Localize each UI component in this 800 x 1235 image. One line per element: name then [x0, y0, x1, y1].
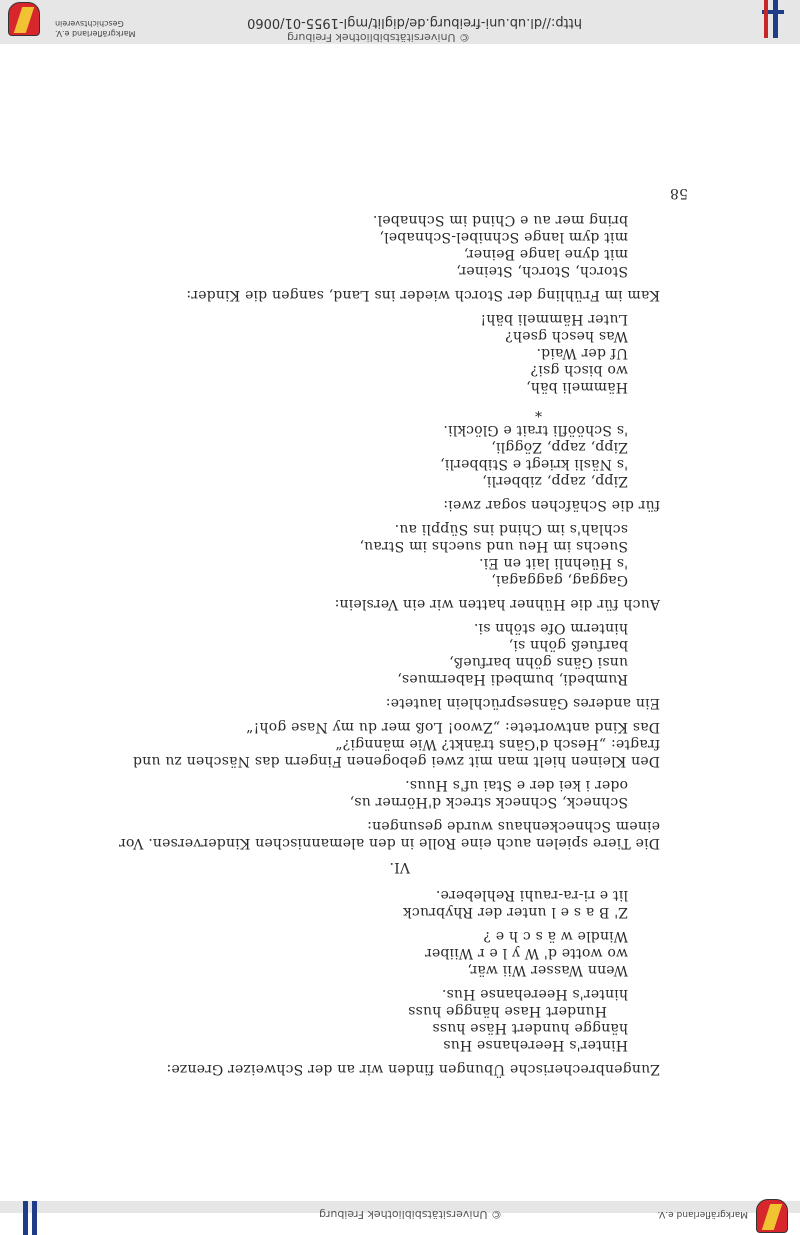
text-line: Uf der Waid.: [536, 345, 628, 361]
society-crest-icon: [8, 2, 40, 36]
text-line: Kam im Frühling der Storch wieder ins Land, sangen die Kinder:: [186, 287, 660, 303]
text-line: Die Tiere spielen auch eine Rolle in den alemannischen Kinderversen. Vor: [118, 835, 660, 851]
text-line: oder i kei der e Stai uf's Huus.: [404, 777, 628, 793]
text-line: hängge hundert Häse huss: [432, 1020, 628, 1036]
ub-freiburg-logo-icon: [758, 4, 784, 38]
header-band: [0, 0, 800, 44]
text-line: Luter Hämmeli bäh!: [480, 311, 628, 327]
text-line: mit dym lange Schnibel-Schnabel,: [379, 229, 628, 245]
text-line: Rumbedi, bumbedi Habermues,: [397, 671, 628, 687]
source-url-link[interactable]: http://dl.ub.uni-freiburg.de/diglit/mgl-1955-01/0060: [247, 15, 582, 30]
text-line: wo bisch gsi?: [530, 362, 628, 378]
footer-society-partial: Markgräflerland e.V.: [657, 1209, 748, 1219]
text-line: *: [534, 403, 542, 419]
text-line: 58: [669, 185, 688, 201]
text-line: Den Kleinen hielt man mit zwei gebogenen Fingern das Näschen zu und: [132, 753, 660, 769]
text-line: Wenn Wasser Wii wär,: [467, 962, 628, 978]
text-line: Ein anderes Gänsesprüchlein lautete:: [385, 695, 660, 711]
text-line: Auch für die Hühner hatten wir ein Verslein:: [334, 596, 660, 612]
text-line: schlah's im Chind ins Süppli au.: [394, 521, 628, 537]
text-line: mit dyne lange Beiner,: [463, 246, 628, 262]
library-credit: © Universitätsbibliothek Freiburg: [287, 31, 470, 44]
text-line: 's Näsli kriegt e Stibberli,: [440, 456, 628, 472]
text-line: hinterm Ofe stöhn si.: [473, 620, 628, 636]
text-line: Schneck, Schneck streck d'Hörner us,: [349, 794, 628, 810]
text-line: einem Schneckenhaus wurde gesungen:: [366, 818, 660, 834]
text-line: barfueß göhn si,: [508, 637, 628, 653]
text-line: Zipp, zapp, zibberli,: [482, 473, 628, 489]
text-line: lit e ri-ra-rauhi Rehlebere.: [435, 887, 628, 903]
text-line: wo wotte d' W y l e r Wiiber: [424, 945, 628, 961]
text-line: unsi Gäns göhn barfueß,: [448, 654, 628, 670]
text-line: für die Schäfchen sogar zwei:: [443, 497, 660, 513]
text-line: hinter's Heerehanse Hus.: [441, 986, 628, 1002]
text-line: 's Schööfli trait e Glöckli.: [443, 422, 628, 438]
footer-credit-partial: © Universitätsbibliothek Freiburg: [319, 1208, 502, 1221]
society-name-line-1: Markgräflerland e.V.: [55, 29, 136, 38]
text-line: Gaggag, gaggagai,: [491, 572, 628, 588]
text-line: Windle w ä s c h e ?: [483, 928, 628, 944]
text-line: Hämmeli bäh,: [526, 379, 628, 395]
text-line: Storch, Storch, Steiner,: [456, 263, 628, 279]
text-line: Was hesch gseh?: [505, 328, 628, 344]
society-name-line-2: Geschichtsverein: [55, 19, 124, 28]
society-name: [55, 18, 155, 38]
text-line: Z' B a s e l unter der Rhybruck: [403, 904, 628, 920]
text-line: Zungenbrecherische Übungen finden wir an der Schweizer Grenze:: [166, 1061, 660, 1077]
text-line: 's Hüehnli lait en Ei.: [478, 555, 628, 571]
text-line: Suechs im Heu und suechs im Strau,: [359, 538, 628, 554]
text-line: fragte: „Hesch d'Gäns tränkt? Wie männgi?“: [335, 736, 660, 752]
text-line: bring mer au e Chind im Schnabel.: [372, 212, 628, 228]
text-line: VI.: [389, 859, 410, 875]
text-line: Zipp, zapp, Zöggli,: [491, 439, 628, 455]
text-line: Hundert Hase hängge huss: [408, 1003, 607, 1019]
text-line: Das Kind antwortete: „Zwoo! Loß mer du my Nase goh!“: [246, 719, 660, 735]
text-line: Hinter's Heerehanse Hus: [443, 1037, 628, 1053]
